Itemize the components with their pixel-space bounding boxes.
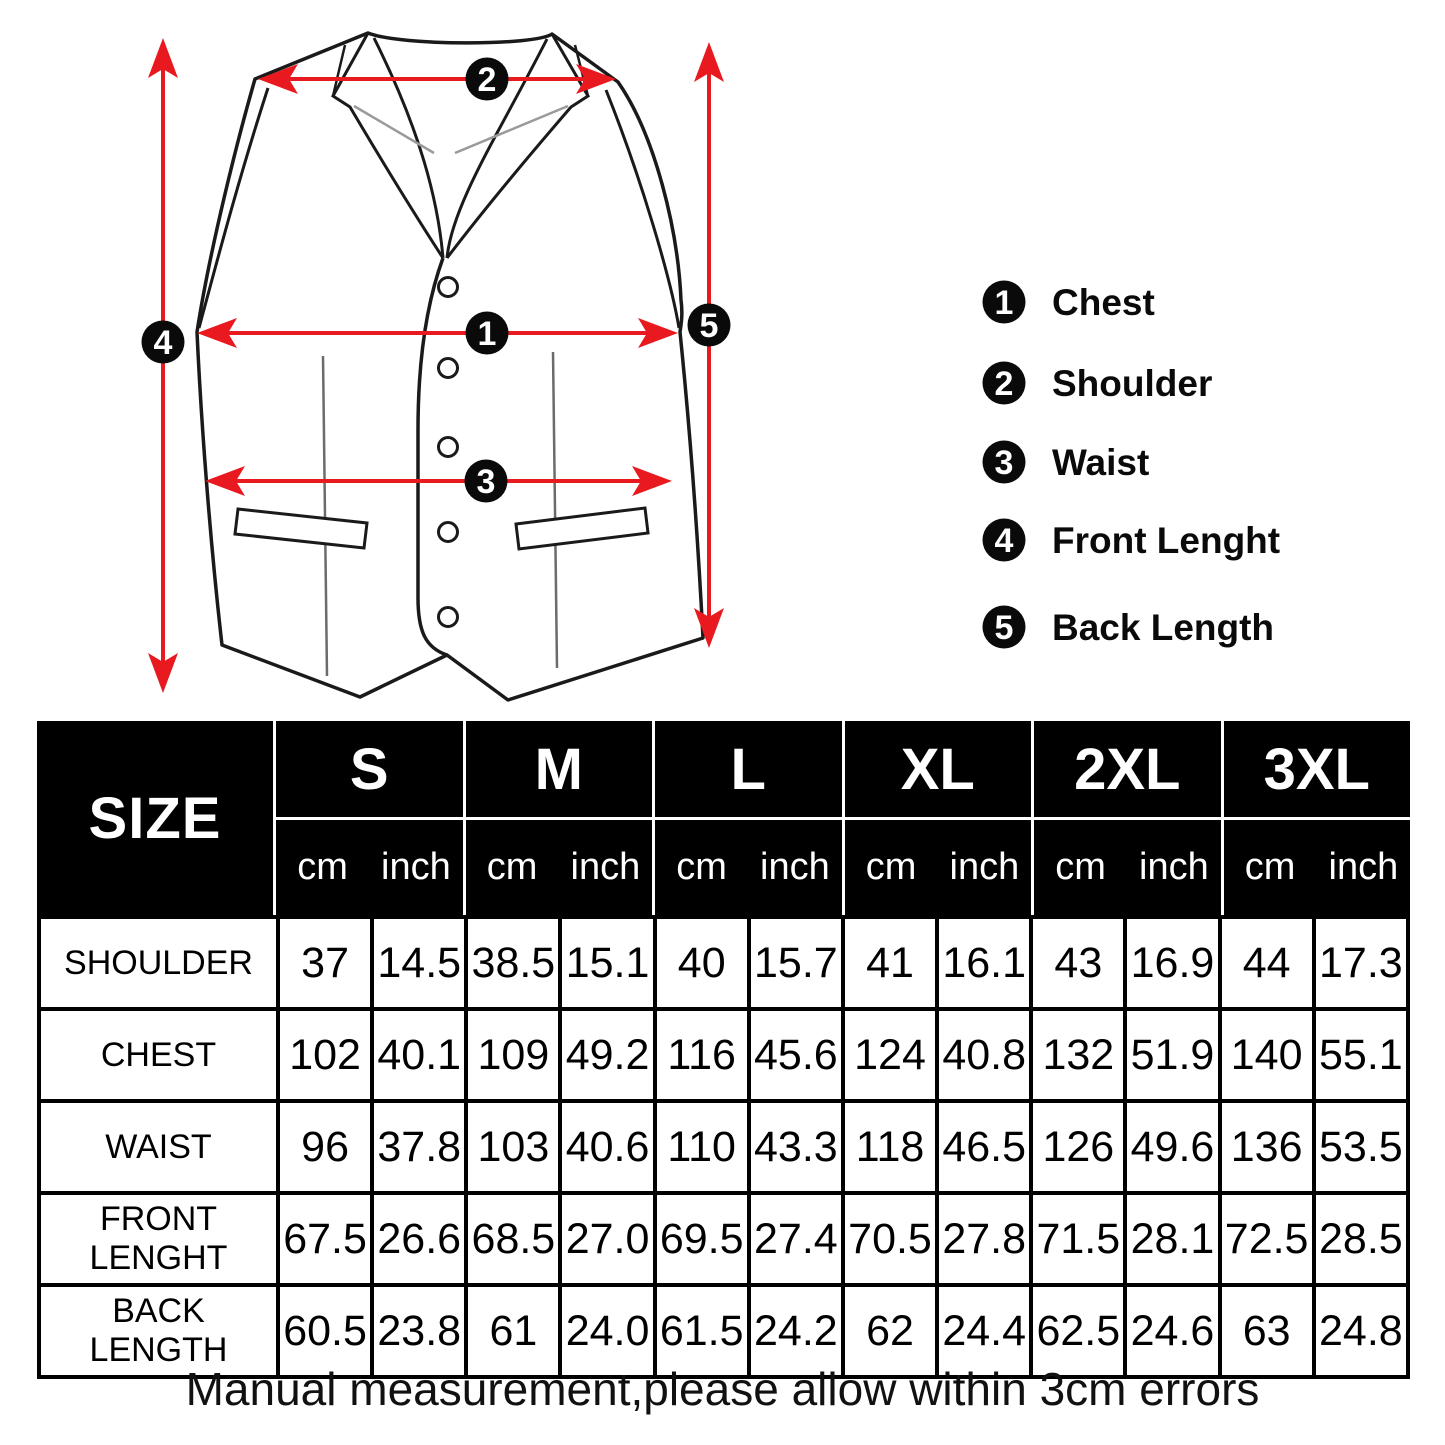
- vest-illustration: [197, 33, 703, 700]
- svg-text:3: 3: [476, 463, 496, 501]
- legend-item: [983, 606, 1275, 649]
- unit-cm: cm: [297, 846, 348, 888]
- legend-item: [983, 281, 1155, 324]
- unit-cm: cm: [1244, 846, 1296, 888]
- size-col-m: M: [466, 721, 653, 817]
- legend-label-waist: Waist: [1052, 442, 1150, 483]
- svg-text:4: 4: [153, 324, 173, 362]
- legend-item: [983, 441, 1150, 484]
- units-cell: [1034, 820, 1221, 915]
- size-col-2xl: 2XL: [1034, 721, 1221, 817]
- row-label: WAIST: [39, 1101, 278, 1193]
- legend-label-back-length: Back Length: [1052, 607, 1275, 648]
- units-cell: [276, 820, 463, 915]
- unit-cm: cm: [1055, 846, 1106, 888]
- badge-4-icon: [142, 321, 185, 364]
- svg-text:1: 1: [477, 315, 497, 353]
- row-label: BACK LENGTH: [39, 1285, 278, 1377]
- row-label: FRONT LENGHT: [39, 1193, 278, 1285]
- units-cell: [655, 820, 842, 915]
- size-col-xl: XL: [845, 721, 1032, 817]
- table-row: CHEST 102 40.1 109 49.2 116 45.6 124 40.8 132 51.9 140 55.1: [39, 1009, 1408, 1101]
- row-label: SHOULDER: [39, 917, 278, 1009]
- svg-text:2: 2: [994, 365, 1014, 403]
- size-col-3xl: 3XL: [1224, 721, 1411, 817]
- unit-cm: cm: [865, 846, 917, 888]
- badge-5-icon: [688, 304, 731, 347]
- svg-text:4: 4: [994, 522, 1014, 560]
- size-col-s: S: [276, 721, 463, 817]
- unit-inch: inch: [949, 846, 1020, 888]
- badge-3-icon: [465, 460, 508, 503]
- unit-inch: inch: [1139, 846, 1209, 888]
- measurement-legend: [983, 281, 1281, 649]
- table-row: WAIST 96 37.8 103 40.6 110 43.3 118 46.5 126 49.6 136 53.5: [39, 1101, 1408, 1193]
- svg-text:2: 2: [477, 61, 497, 99]
- size-table: [37, 721, 1410, 1379]
- vest-measurement-diagram: [0, 0, 1445, 712]
- size-table-header: [37, 721, 1410, 915]
- table-row: FRONT LENGHT 67.5 26.6 68.5 27.0 69.5 27.4 70.5 27.8 71.5 28.1 72.5 28.5: [39, 1193, 1408, 1285]
- svg-text:3: 3: [994, 444, 1014, 482]
- size-col-l: L: [655, 721, 842, 817]
- row-label: CHEST: [39, 1009, 278, 1101]
- unit-cm: cm: [676, 846, 727, 888]
- legend-item: [983, 362, 1213, 405]
- units-cell: [466, 820, 653, 915]
- unit-cm: cm: [486, 846, 538, 888]
- svg-text:1: 1: [994, 284, 1014, 322]
- badge-1-icon: [466, 312, 509, 355]
- legend-label-front-length: Front Lenght: [1052, 520, 1281, 561]
- size-header-cell: SIZE: [37, 721, 273, 915]
- legend-label-chest: Chest: [1052, 282, 1155, 323]
- unit-inch: inch: [381, 846, 451, 888]
- badge-2-icon: [466, 58, 509, 101]
- units-cell: [1224, 820, 1411, 915]
- legend-label-shoulder: Shoulder: [1052, 363, 1213, 404]
- table-row: SHOULDER 37 14.5 38.5 15.1 40 15.7 41 16.1 43 16.9 44 17.3: [39, 917, 1408, 1009]
- unit-inch: inch: [760, 846, 830, 888]
- svg-text:5: 5: [699, 307, 719, 345]
- unit-inch: inch: [1328, 846, 1399, 888]
- unit-inch: inch: [570, 846, 641, 888]
- svg-text:5: 5: [994, 609, 1014, 647]
- table-row: BACK LENGTH 60.5 23.8 61 24.0 61.5 24.2 62 24.4 62.5 24.6 63 24.8: [39, 1285, 1408, 1377]
- units-cell: [845, 820, 1032, 915]
- size-table-body: [37, 915, 1410, 1379]
- front-length-arrow: [148, 38, 178, 693]
- legend-item: [983, 519, 1281, 562]
- measurement-disclaimer: Manual measurement,please allow within 3cm errors: [185, 1363, 1260, 1415]
